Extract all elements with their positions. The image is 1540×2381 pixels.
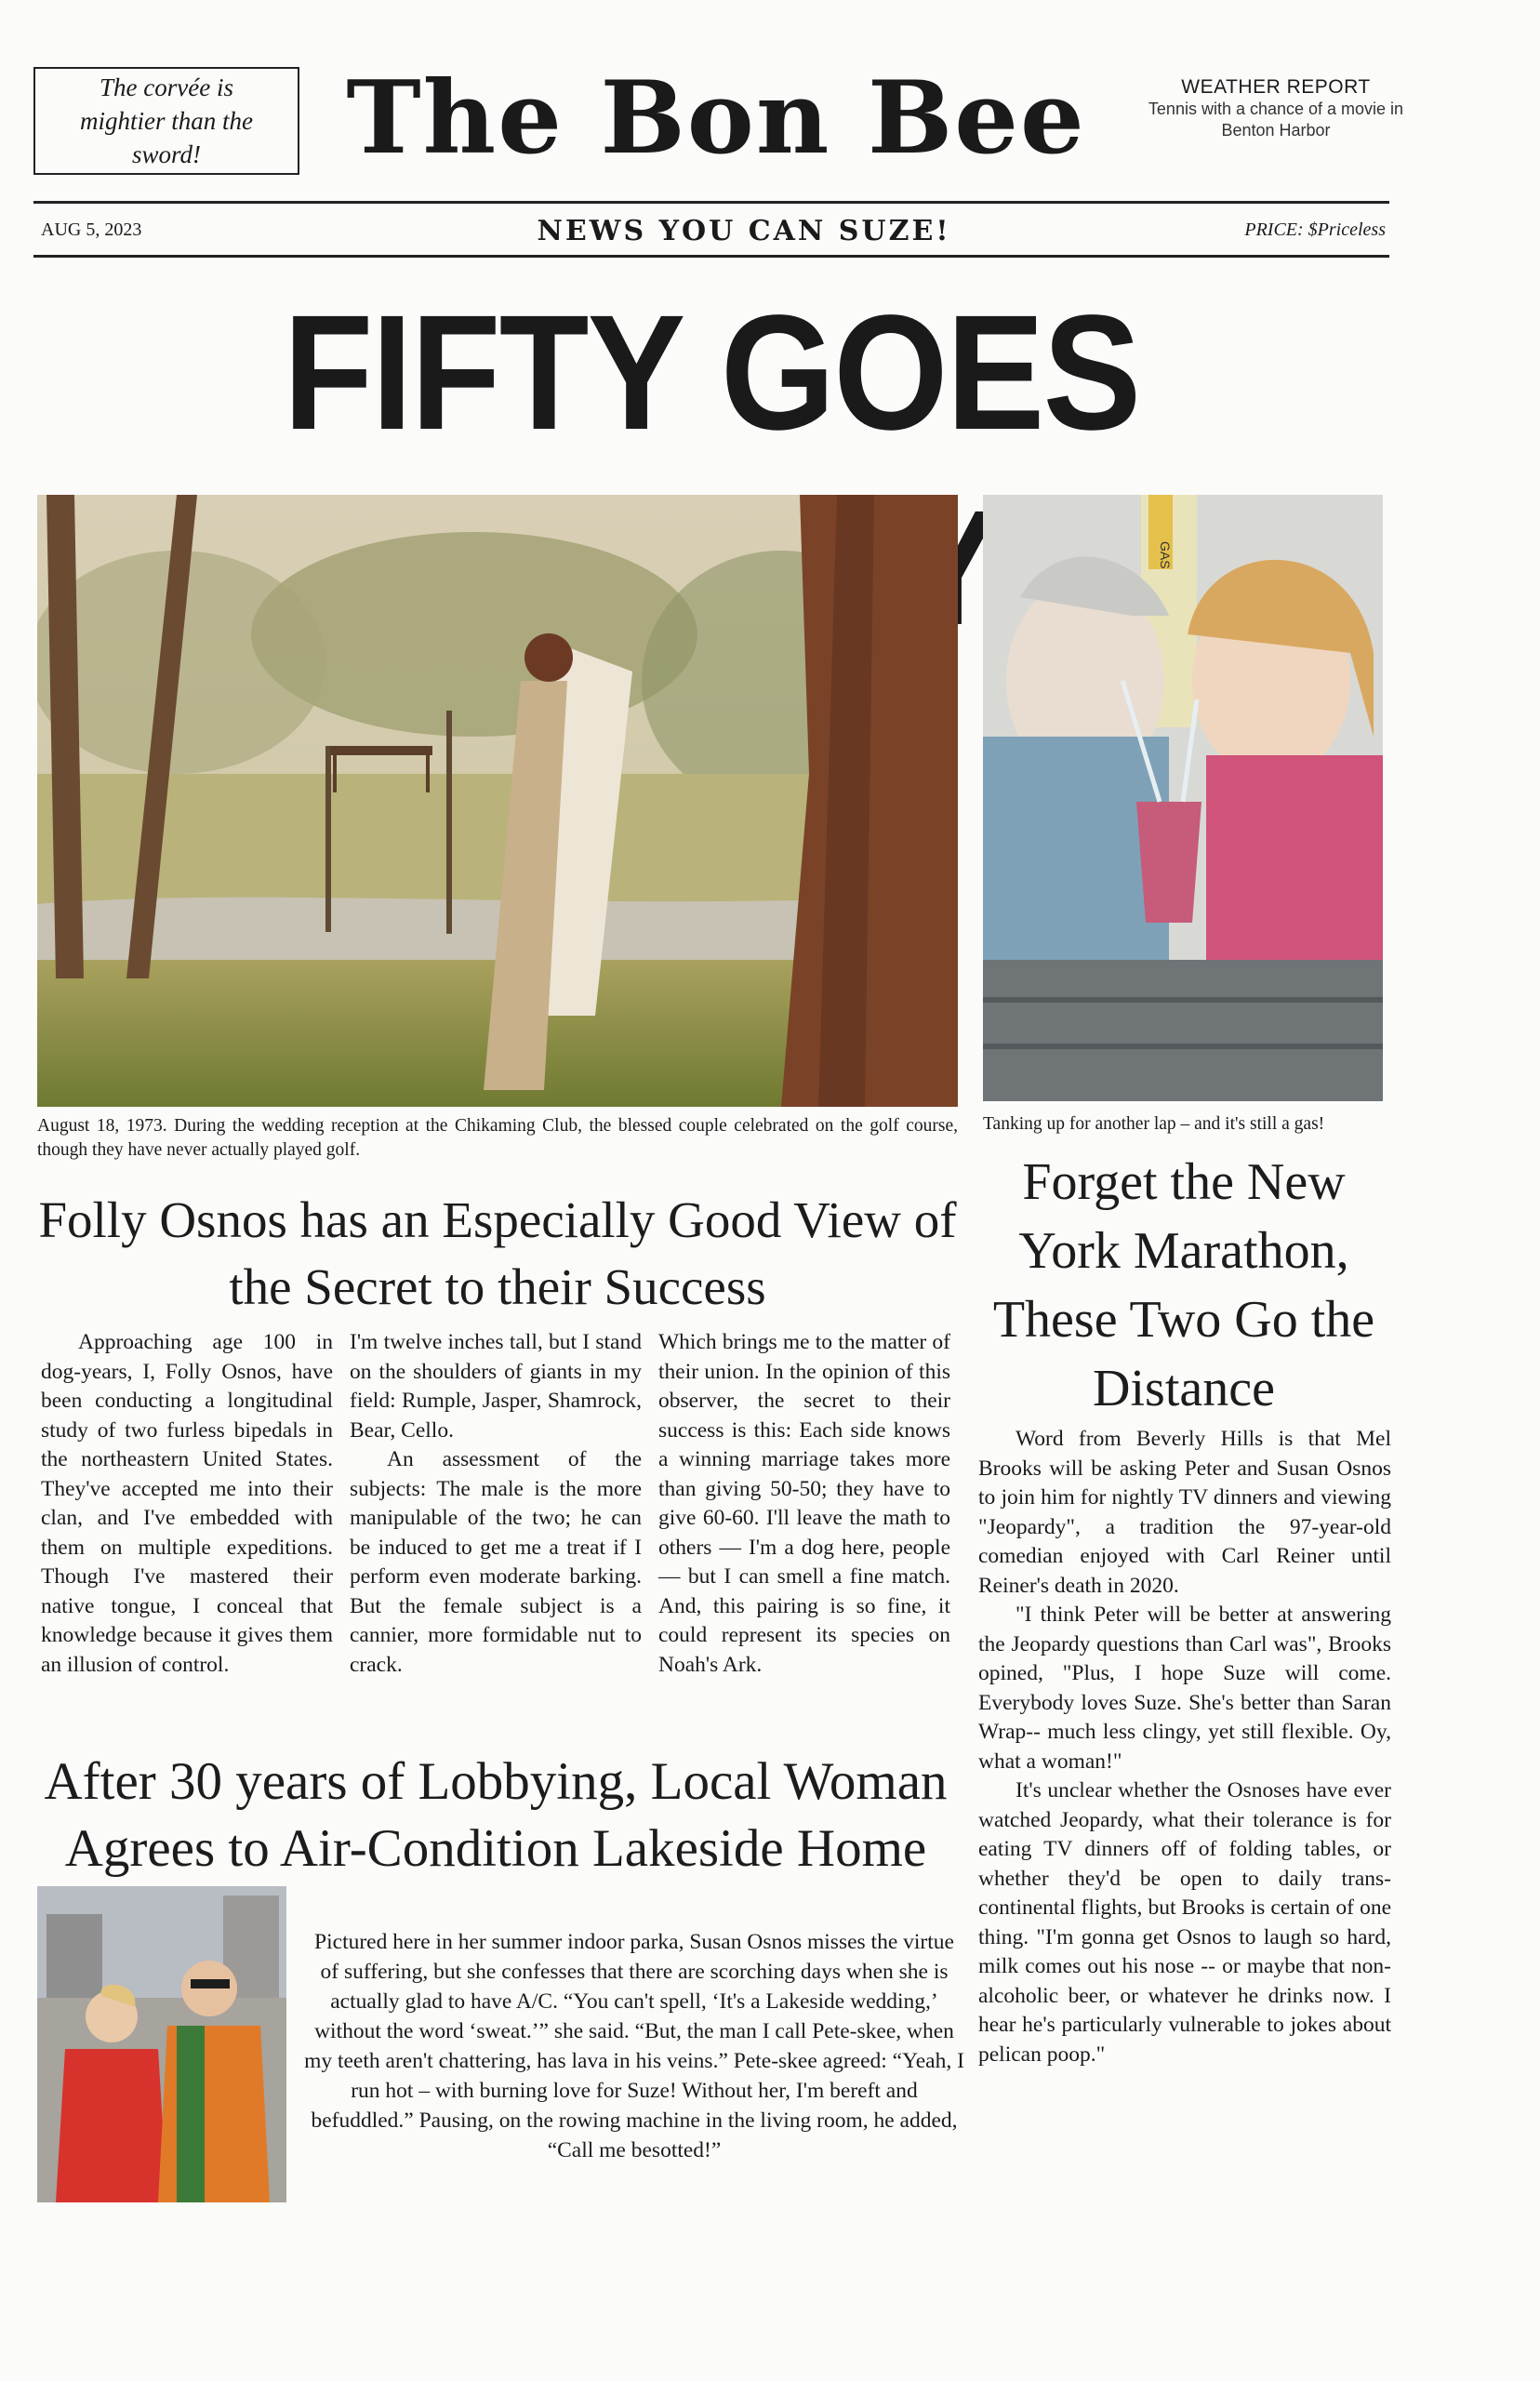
parka-photo-art: [37, 1886, 286, 2202]
parka-photo: [37, 1886, 286, 2202]
marathon-story-para1: Word from Beverly Hills is that Mel Brooks will be asking Peter and Susan Osnos to join him for nightly TV dinners and viewing "Jeopardy", a tradition the 97-year-old comedian enjoyed with Carl Reiner until Reiner's death in 2020.: [978, 1427, 1391, 1598]
folly-story-title: Folly Osnos has an Especially Good View of the Secret to their Success: [38, 1191, 957, 1315]
ac-story-title: After 30 years of Lobbying, Local Woman Agrees to Air-Condition Lakeside Home: [44, 1752, 948, 1878]
newspaper-title: The Bon Bee: [346, 60, 1086, 177]
marathon-story-title: Forget the New York Marathon, These Two Go the Distance: [992, 1153, 1375, 1417]
milkshake-photo-art: [983, 495, 1383, 1101]
marathon-story-para2: "I think Peter will be better at answering the Jeopardy questions than Carl was", Brooks opined, "Plus, I hope Suze will come. Everybody loves Suze. She's better than Saran Wrap-- much less clingy, yet still flexible. Oy, what a woman!": [978, 1603, 1391, 1774]
marathon-story-para3: It's unclear whether the Osnoses have ever watched Jeopardy, what their tolerance is for eating TV dinners off of folding tables, or whether they'd be open to daily trans-continental flights, but Brooks is certain of one thing. "I'm gonna get Osnos to laugh so hard, milk comes out his nose -- or maybe that non-alcoholic beer, or whatever he drinks now. I hear he's particularly vulnerable to jokes about pelican poop.": [978, 1778, 1391, 2067]
wedding-photo: [37, 495, 958, 1107]
ac-story-body: Pictured here in her summer indoor parka, Susan Osnos misses the virtue of suffering, but she confesses that there are scorching days when she is actually glad to have A/C. “You can't spell, ‘It's a Lakeside wedding,’ without the word ‘sweat.’” she said. “But, the man I call Pete-skee, when my teeth aren't chattering, has lava in his veins.” Pete-skee agreed: “Yeah, I run hot – with burning love for Suze! Without her, I'm bereft and befuddled.” Pausing, on the rowing machine in the living room, he added, “Call me besotted!”: [304, 1930, 964, 2162]
weather-title: WEATHER REPORT: [1181, 76, 1371, 98]
folly-story-col2-para1: I'm twelve inches tall, but I stand on the shoulders of giants in my field: Rumple, Jasper, Shamrock, Bear, Cello.: [350, 1330, 642, 1443]
milkshake-photo: [983, 495, 1383, 1101]
issue-price: PRICE: $Priceless: [1244, 219, 1386, 240]
folly-story-col2: [350, 1328, 642, 1680]
wedding-photo-art: [37, 495, 958, 1107]
folly-story-col3: [658, 1328, 950, 1680]
wedding-photo-caption: August 18, 1973. During the wedding reception at the Chikaming Club, the blessed couple celebrated on the golf course, though they have never actually played golf.: [37, 1116, 958, 1160]
masthead-rule-top: [33, 201, 1389, 204]
tagline: NEWS YOU CAN SUZE!: [537, 215, 951, 247]
folly-story-col1-text: Approaching age 100 in dog-years, I, Folly Osnos, have been conducting a longitudinal study of two furless bipedals in the northeastern United States. They've accepted me into their clan, and I've embedded with them on multiple expeditions. Though I've mastered their native tongue, I conceal that knowledge because it gives them an illusion of control.: [41, 1330, 333, 1677]
folly-story-col1: [41, 1328, 333, 1680]
weather-body: Tennis with a chance of a movie in Benton Harbor: [1148, 100, 1404, 140]
folly-story-col3-text: Which brings me to the matter of their union. In the opinion of this observer, the secret to their success is this: Each side knows a winning marriage takes more than giving 50-50; they have to give 60-60. I'll leave the math to others — I'm a dog here, people — but I can smell a fine match. And, this pairing is so fine, it could represent its species on Noah's Ark.: [658, 1330, 950, 1677]
milkshake-photo-caption: Tanking up for another lap – and it's still a gas!: [983, 1114, 1325, 1134]
motto-box: [33, 67, 299, 175]
folly-story-col2-para2: An assessment of the subjects: The male is the more manipulable of the two; he can be induced to get me a treat if I perform even moderate barking. But the female subject is a cannier, more formidable nut to crack.: [350, 1447, 642, 1677]
marathon-story-body: [978, 1425, 1391, 2069]
motto-text: The corvée is mightier than the sword!: [80, 73, 253, 168]
main-headline: FIFTY GOES: [283, 282, 1140, 464]
weather-report: [1136, 76, 1415, 141]
masthead-rule-bottom: [33, 255, 1389, 258]
gas-sign-text: GAS: [1158, 541, 1173, 569]
issue-date: AUG 5, 2023: [41, 219, 142, 240]
